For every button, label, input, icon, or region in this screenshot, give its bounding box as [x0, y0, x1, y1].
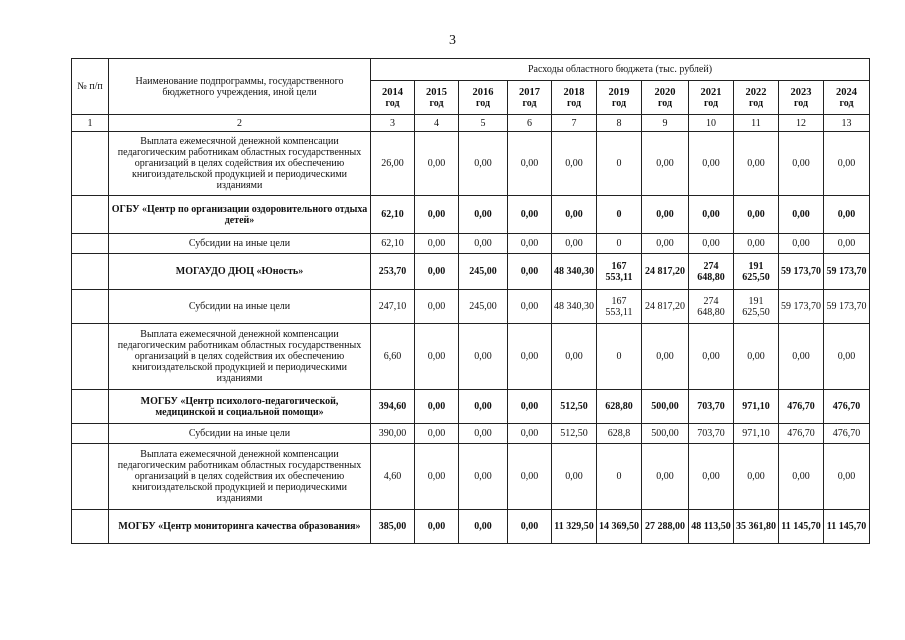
column-number: 2	[109, 115, 371, 132]
year-label: 2018	[563, 86, 585, 98]
year-label: 2017	[519, 86, 540, 98]
row-value: 48 340,30	[552, 254, 597, 290]
row-value: 0,00	[415, 132, 459, 196]
row-value: 971,10	[734, 424, 779, 444]
row-value: 0,00	[415, 324, 459, 390]
row-value: 274 648,80	[689, 254, 734, 290]
row-name: Субсидии на иные цели	[109, 424, 371, 444]
year-label: 2022	[745, 86, 767, 98]
table-row	[72, 234, 870, 254]
header-num: № п/п	[72, 59, 109, 115]
row-value: 59 173,70	[779, 254, 824, 290]
year-header	[597, 81, 642, 115]
row-value: 703,70	[689, 390, 734, 424]
row-value: 0	[597, 324, 642, 390]
row-number	[72, 424, 109, 444]
year-suffix: год	[748, 97, 764, 109]
column-number: 3	[371, 115, 415, 132]
row-value: 0,00	[459, 510, 508, 544]
year-label: 2020	[654, 86, 676, 98]
row-value: 512,50	[552, 424, 597, 444]
year-header	[552, 81, 597, 115]
row-value: 0,00	[689, 444, 734, 510]
row-value: 0,00	[779, 132, 824, 196]
column-number-row	[72, 115, 870, 132]
row-value: 0,00	[508, 390, 552, 424]
header-budget: Расходы областного бюджета (тыс. рублей)	[371, 59, 870, 81]
row-value: 4,60	[371, 444, 415, 510]
table-row	[72, 132, 870, 196]
row-value: 0,00	[734, 234, 779, 254]
row-value: 0,00	[734, 324, 779, 390]
row-value: 0,00	[824, 196, 870, 234]
row-value: 0,00	[415, 390, 459, 424]
row-value: 0,00	[824, 234, 870, 254]
row-value: 0,00	[689, 324, 734, 390]
table-row	[72, 510, 870, 544]
table-body	[72, 132, 870, 544]
row-value: 385,00	[371, 510, 415, 544]
row-value: 0,00	[508, 424, 552, 444]
year-suffix: год	[385, 97, 400, 109]
row-value: 0,00	[642, 132, 689, 196]
row-value: 0,00	[779, 196, 824, 234]
column-number: 12	[779, 115, 824, 132]
row-value: 390,00	[371, 424, 415, 444]
row-value: 0	[597, 444, 642, 510]
column-number: 1	[72, 115, 109, 132]
row-value: 476,70	[824, 390, 870, 424]
row-name: МОГБУ «Центр мониторинга качества образования»	[109, 510, 371, 544]
column-number: 8	[597, 115, 642, 132]
row-name: Выплата ежемесячной денежной компенсации педагогическим работникам областных государственных организаций в целях содействия их обеспечению книгоиздательской продукцией и периодическими изданиями	[109, 132, 371, 196]
column-number: 10	[689, 115, 734, 132]
row-name: Субсидии на иные цели	[109, 234, 371, 254]
row-value: 0	[597, 132, 642, 196]
row-value: 0,00	[415, 234, 459, 254]
year-header	[734, 81, 779, 115]
table-row	[72, 444, 870, 510]
table-row	[72, 196, 870, 234]
row-value: 274 648,80	[689, 290, 734, 324]
row-value: 0,00	[508, 290, 552, 324]
row-value: 0,00	[415, 196, 459, 234]
row-value: 0,00	[734, 196, 779, 234]
year-header	[371, 81, 415, 115]
row-value: 0,00	[508, 510, 552, 544]
row-value: 24 817,20	[642, 254, 689, 290]
row-value: 476,70	[779, 424, 824, 444]
row-name: МОГБУ «Центр психолого-педагогической, медицинской и социальной помощи»	[109, 390, 371, 424]
table-row	[72, 290, 870, 324]
row-value: 0,00	[734, 132, 779, 196]
row-number	[72, 234, 109, 254]
row-value: 11 145,70	[824, 510, 870, 544]
row-value: 0,00	[779, 234, 824, 254]
table-row	[72, 424, 870, 444]
row-value: 0,00	[824, 132, 870, 196]
row-value: 0,00	[824, 444, 870, 510]
row-value: 24 817,20	[642, 290, 689, 324]
row-value: 476,70	[779, 390, 824, 424]
year-suffix: год	[703, 97, 719, 109]
row-value: 0,00	[415, 510, 459, 544]
row-value: 48 340,30	[552, 290, 597, 324]
row-value: 628,80	[597, 390, 642, 424]
row-number	[72, 444, 109, 510]
row-value: 0,00	[779, 444, 824, 510]
row-value: 26,00	[371, 132, 415, 196]
row-value: 247,10	[371, 290, 415, 324]
row-value: 59 173,70	[779, 290, 824, 324]
row-value: 0,00	[508, 196, 552, 234]
year-suffix: год	[566, 97, 582, 109]
row-value: 500,00	[642, 424, 689, 444]
year-suffix: год	[522, 97, 537, 109]
row-value: 500,00	[642, 390, 689, 424]
row-value: 0,00	[415, 444, 459, 510]
table-row	[72, 254, 870, 290]
column-number: 9	[642, 115, 689, 132]
row-value: 476,70	[824, 424, 870, 444]
row-value: 0,00	[459, 132, 508, 196]
row-name: Выплата ежемесячной денежной компенсации педагогическим работникам областных государственных организаций в целях содействия их обеспечению книгоиздательской продукцией и периодическими изданиями	[109, 324, 371, 390]
year-header	[689, 81, 734, 115]
row-name: МОГАУДО ДЮЦ «Юность»	[109, 254, 371, 290]
row-value: 0,00	[508, 324, 552, 390]
year-suffix: год	[611, 97, 627, 109]
page-number: 3	[449, 33, 456, 48]
row-value: 62,10	[371, 234, 415, 254]
year-suffix: год	[429, 97, 444, 109]
year-header	[642, 81, 689, 115]
column-number: 13	[824, 115, 870, 132]
row-value: 0,00	[508, 444, 552, 510]
column-number: 11	[734, 115, 779, 132]
row-value: 167 553,11	[597, 290, 642, 324]
row-value: 0,00	[642, 324, 689, 390]
row-value: 35 361,80	[734, 510, 779, 544]
year-label: 2016	[472, 86, 494, 98]
year-label: 2015	[426, 86, 447, 98]
column-number: 7	[552, 115, 597, 132]
row-value: 0,00	[415, 254, 459, 290]
row-value: 0,00	[689, 132, 734, 196]
row-value: 0,00	[552, 196, 597, 234]
row-value: 0,00	[508, 234, 552, 254]
year-header	[459, 81, 508, 115]
row-value: 0,00	[689, 234, 734, 254]
row-number	[72, 390, 109, 424]
row-value: 14 369,50	[597, 510, 642, 544]
row-value: 253,70	[371, 254, 415, 290]
year-header	[824, 81, 870, 115]
row-value: 0,00	[642, 196, 689, 234]
year-header	[508, 81, 552, 115]
year-label: 2021	[700, 86, 722, 98]
year-label: 2019	[608, 86, 630, 98]
row-value: 0,00	[459, 390, 508, 424]
column-number: 4	[415, 115, 459, 132]
row-value: 59 173,70	[824, 290, 870, 324]
row-number	[72, 324, 109, 390]
row-value: 971,10	[734, 390, 779, 424]
column-number: 6	[508, 115, 552, 132]
row-value: 59 173,70	[824, 254, 870, 290]
row-value: 0,00	[734, 444, 779, 510]
row-value: 0,00	[642, 234, 689, 254]
row-value: 0	[597, 196, 642, 234]
year-suffix: год	[475, 97, 491, 109]
year-label: 2024	[836, 86, 857, 98]
column-number: 5	[459, 115, 508, 132]
row-value: 0,00	[552, 444, 597, 510]
row-value: 245,00	[459, 290, 508, 324]
row-value: 0	[597, 234, 642, 254]
row-value: 62,10	[371, 196, 415, 234]
year-suffix: год	[657, 97, 673, 109]
row-value: 0,00	[508, 254, 552, 290]
row-number	[72, 196, 109, 234]
row-value: 0,00	[508, 132, 552, 196]
row-value: 245,00	[459, 254, 508, 290]
row-value: 0,00	[824, 324, 870, 390]
row-value: 167 553,11	[597, 254, 642, 290]
row-number	[72, 290, 109, 324]
row-value: 0,00	[642, 444, 689, 510]
row-value: 191 625,50	[734, 290, 779, 324]
row-value: 0,00	[552, 132, 597, 196]
row-value: 6,60	[371, 324, 415, 390]
row-value: 0,00	[459, 196, 508, 234]
row-value: 0,00	[459, 324, 508, 390]
row-value: 191 625,50	[734, 254, 779, 290]
row-value: 0,00	[779, 324, 824, 390]
row-value: 628,8	[597, 424, 642, 444]
row-value: 11 329,50	[552, 510, 597, 544]
row-value: 0,00	[459, 444, 508, 510]
row-value: 11 145,70	[779, 510, 824, 544]
row-value: 48 113,50	[689, 510, 734, 544]
row-value: 0,00	[552, 324, 597, 390]
year-header	[779, 81, 824, 115]
row-value: 27 288,00	[642, 510, 689, 544]
row-number	[72, 254, 109, 290]
row-name: Субсидии на иные цели	[109, 290, 371, 324]
year-header	[415, 81, 459, 115]
row-value: 0,00	[459, 424, 508, 444]
year-label: 2014	[382, 86, 403, 98]
row-value: 512,50	[552, 390, 597, 424]
row-value: 0,00	[459, 234, 508, 254]
row-name: Выплата ежемесячной денежной компенсации педагогическим работникам областных государственных организаций в целях содействия их обеспечению книгоиздательской продукцией и периодическими изданиями	[109, 444, 371, 510]
year-suffix: год	[839, 97, 854, 109]
year-label: 2023	[790, 86, 812, 98]
table-row	[72, 324, 870, 390]
row-name: ОГБУ «Центр по организации оздоровительного отдыха детей»	[109, 196, 371, 234]
budget-table	[71, 58, 870, 544]
table-row	[72, 390, 870, 424]
row-value: 0,00	[415, 424, 459, 444]
row-value: 703,70	[689, 424, 734, 444]
row-value: 0,00	[689, 196, 734, 234]
year-suffix: год	[793, 97, 809, 109]
row-value: 394,60	[371, 390, 415, 424]
row-value: 0,00	[415, 290, 459, 324]
row-value: 0,00	[552, 234, 597, 254]
row-number	[72, 510, 109, 544]
header-name: Наименование подпрограммы, государственного бюджетного учреждения, иной цели	[109, 59, 371, 115]
row-number	[72, 132, 109, 196]
